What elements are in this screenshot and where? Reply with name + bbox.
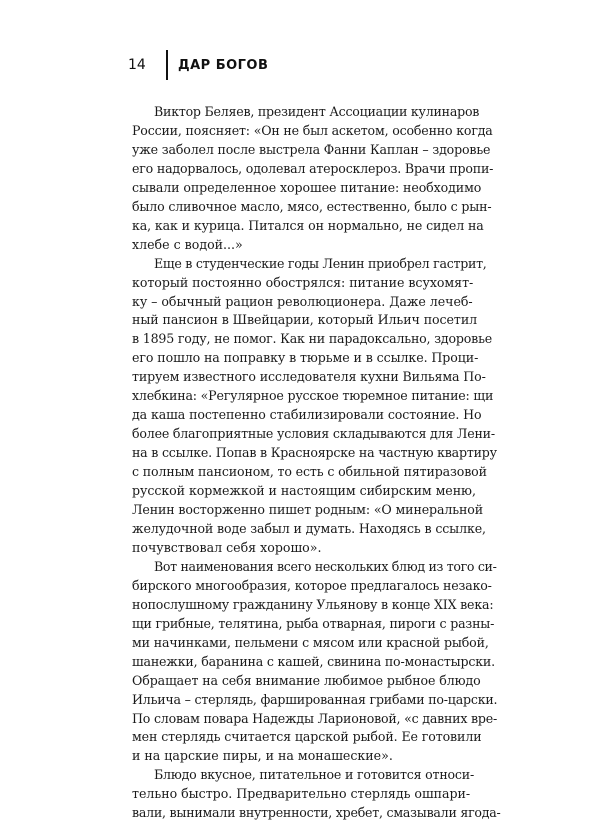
- book-title: ДАР БОГОВ: [178, 57, 269, 73]
- text-line: ми начинками, пельмени с мясом или красной рыбой,: [132, 634, 489, 650]
- text-line: русской кормежкой и настоящим сибирским меню,: [132, 483, 476, 499]
- text-line: хлебе с водой...»: [132, 236, 243, 252]
- text-line: Виктор Беляев, президент Ассоциации кулинаров: [154, 104, 480, 119]
- text-line: Блюдо вкусное, питательное и готовится относи-: [154, 767, 474, 783]
- text-line: щи грибные, телятина, рыба отварная, пироги с разны-: [132, 615, 495, 631]
- text-line: ный пансион в Швейцарии, который Ильич посетил: [132, 312, 478, 328]
- text-line: тируем известного исследователя кухни Вильяма По-: [132, 369, 486, 385]
- text-line: ка, как и курица. Питался он нормально, не сидел на: [132, 217, 484, 233]
- text-line: бирского многообразия, которое предлагалось незако-: [132, 577, 492, 593]
- text-line: мен стерлядь считается царской рыбой. Ее готовили: [132, 729, 482, 745]
- text-line: более благоприятные условия складываются для Лени-: [132, 426, 495, 442]
- text-line: нопослушному гражданину Ульянову в конце XIX века:: [132, 596, 494, 612]
- paragraph: [132, 255, 497, 558]
- text-line: Ленин восторженно пишет родным: «О минеральной: [132, 502, 484, 518]
- text-line: Еще в студенческие годы Ленин приобрел гастрит,: [154, 255, 487, 271]
- text-line: уже заболел после выстрела Фанни Каплан – здоровье: [132, 141, 491, 157]
- text-line: Обращает на себя внимание любимое рыбное блюдо: [132, 672, 481, 688]
- text-line: желудочной воде забыл и думать. Находясь в ссылке,: [132, 520, 486, 536]
- text-line: его надорвалось, одолевал атеросклероз. Врачи пропи-: [132, 160, 494, 176]
- paragraph: [132, 766, 501, 823]
- paragraph: [132, 103, 494, 255]
- text-line: на в ссылке. Попав в Красноярске на частную квартиру: [132, 445, 497, 461]
- text-line: шанежки, баранина с кашей, свинина по-монастырски.: [132, 653, 495, 669]
- text-line: его пошло на поправку в тюрьме и в ссылке. Проци-: [132, 350, 479, 366]
- running-head: [128, 50, 268, 80]
- text-line: сывали определенное хорошее питание: необходимо: [132, 179, 482, 195]
- text-line: который постоянно обострялся: питание всухомят-: [132, 274, 474, 290]
- text-line: Ильича – стерлядь, фаршированная грибами по-царски.: [132, 691, 498, 707]
- text-line: почувствовал себя хорошо».: [132, 539, 322, 555]
- text-line: с полным пансионом, то есть с обильной пятиразовой: [132, 464, 487, 480]
- body-text: [132, 103, 501, 823]
- text-line: Вот наименования всего нескольких блюд из того си-: [154, 558, 497, 574]
- paragraph: [132, 558, 498, 766]
- text-line: России, поясняет: «Он не был аскетом, особенно когда: [132, 122, 493, 138]
- text-line: вали, вынимали внутренности, хребет, смазывали ягода-: [132, 805, 501, 821]
- text-line: было сливочное масло, мясо, естественно, было с рын-: [132, 198, 492, 214]
- text-line: По словам повара Надежды Ларионовой, «с давних вре-: [132, 710, 498, 726]
- header-divider: [166, 50, 168, 80]
- text-line: ку – обычный рацион революционера. Даже лечеб-: [132, 293, 473, 309]
- text-line: в 1895 году, не помог. Как ни парадоксально, здоровье: [132, 331, 493, 347]
- page-number: 14: [128, 57, 146, 73]
- text-line: и на царские пиры, и на монашеские».: [132, 748, 393, 764]
- text-line: тельно быстро. Предварительно стерлядь ошпари-: [132, 786, 471, 802]
- text-line: да каша постепенно стабилизировали состояние. Но: [132, 407, 482, 423]
- text-line: хлебкина: «Регулярное русское тюремное питание: щи: [132, 388, 494, 404]
